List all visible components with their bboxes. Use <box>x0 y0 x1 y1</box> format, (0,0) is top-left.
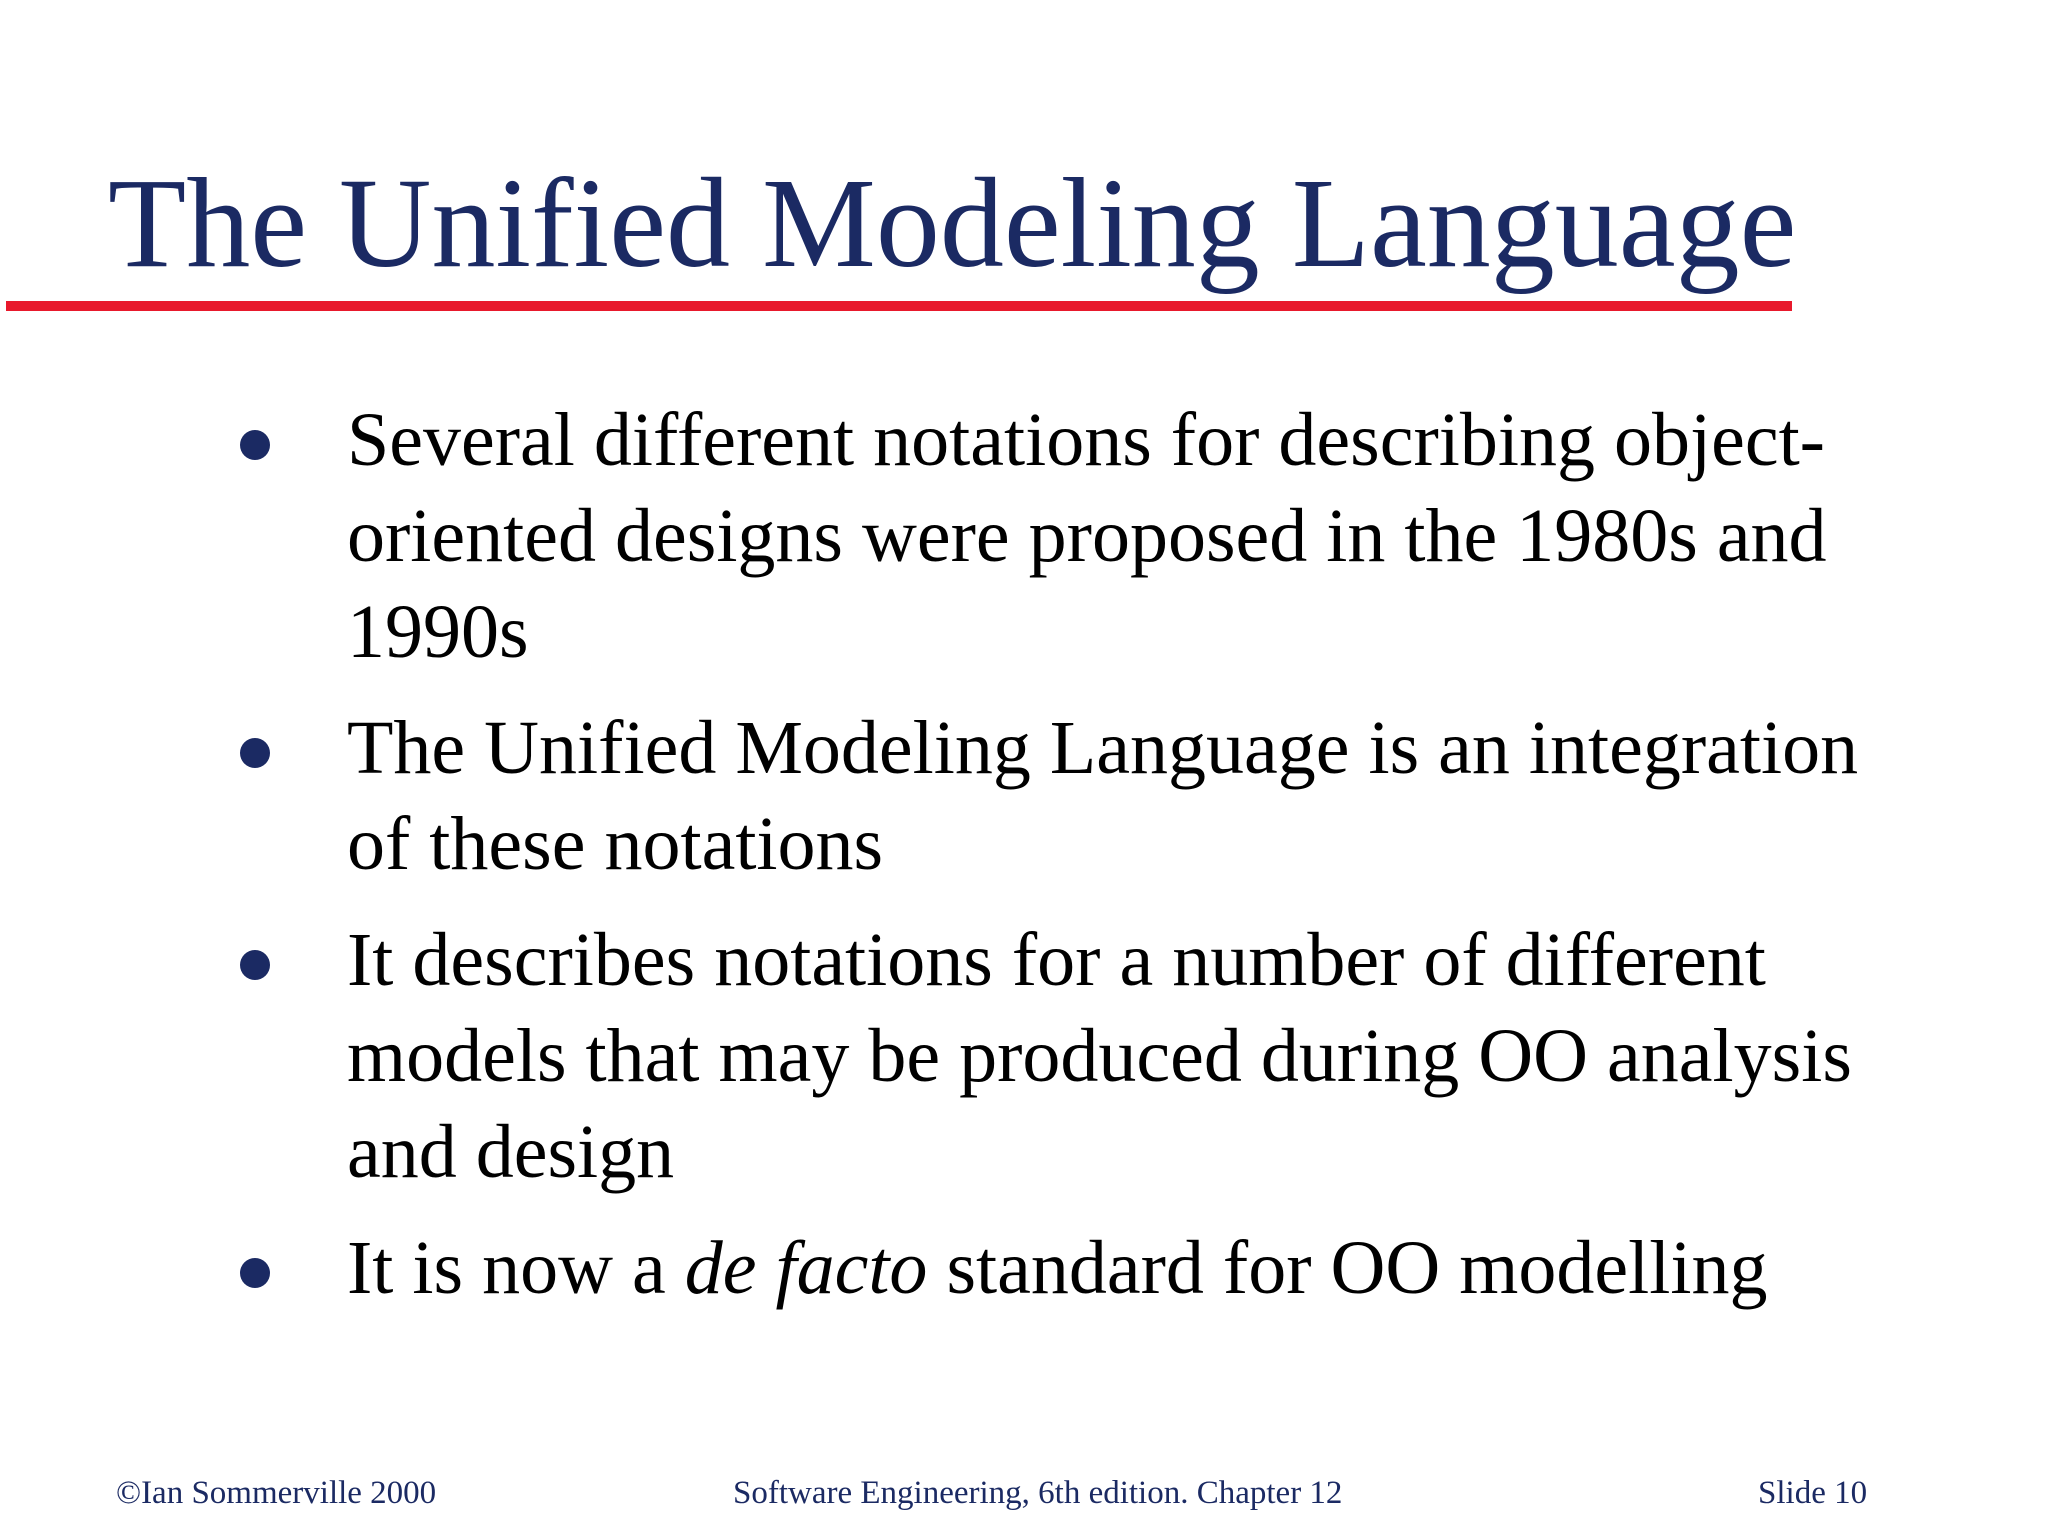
footer-book-title: Software Engineering, 6th edition. Chapter 12 <box>733 1475 1343 1511</box>
bullet-icon <box>240 430 270 460</box>
bullet-text: The Unified Modeling Language is an integration of these notations <box>347 706 1859 886</box>
bullet-item <box>0 392 1907 680</box>
bullet-item <box>0 912 1907 1200</box>
slide-title: The Unified Modeling Language <box>108 152 1797 294</box>
title-underline <box>6 301 1792 311</box>
bullet-text: Several different notations for describing object-oriented designs were proposed in the 1980s and 1990s <box>347 398 1827 674</box>
bullet-icon <box>240 950 270 980</box>
bullet-item <box>0 700 1907 892</box>
bullet-item <box>0 1220 1907 1316</box>
bullet-text-emphasis: de facto <box>684 1226 928 1310</box>
bullet-list <box>0 392 2048 1336</box>
bullet-icon <box>240 1258 270 1288</box>
footer-copyright: ©Ian Sommerville 2000 <box>116 1475 437 1511</box>
bullet-text-before: It is now a <box>347 1226 685 1310</box>
bullet-text-after: standard for OO modelling <box>927 1226 1768 1310</box>
bullet-text: It describes notations for a number of different models that may be produced during OO analysis and design <box>347 918 1852 1194</box>
bullet-icon <box>240 738 270 768</box>
footer-slide-number: Slide 10 <box>1758 1475 1868 1511</box>
